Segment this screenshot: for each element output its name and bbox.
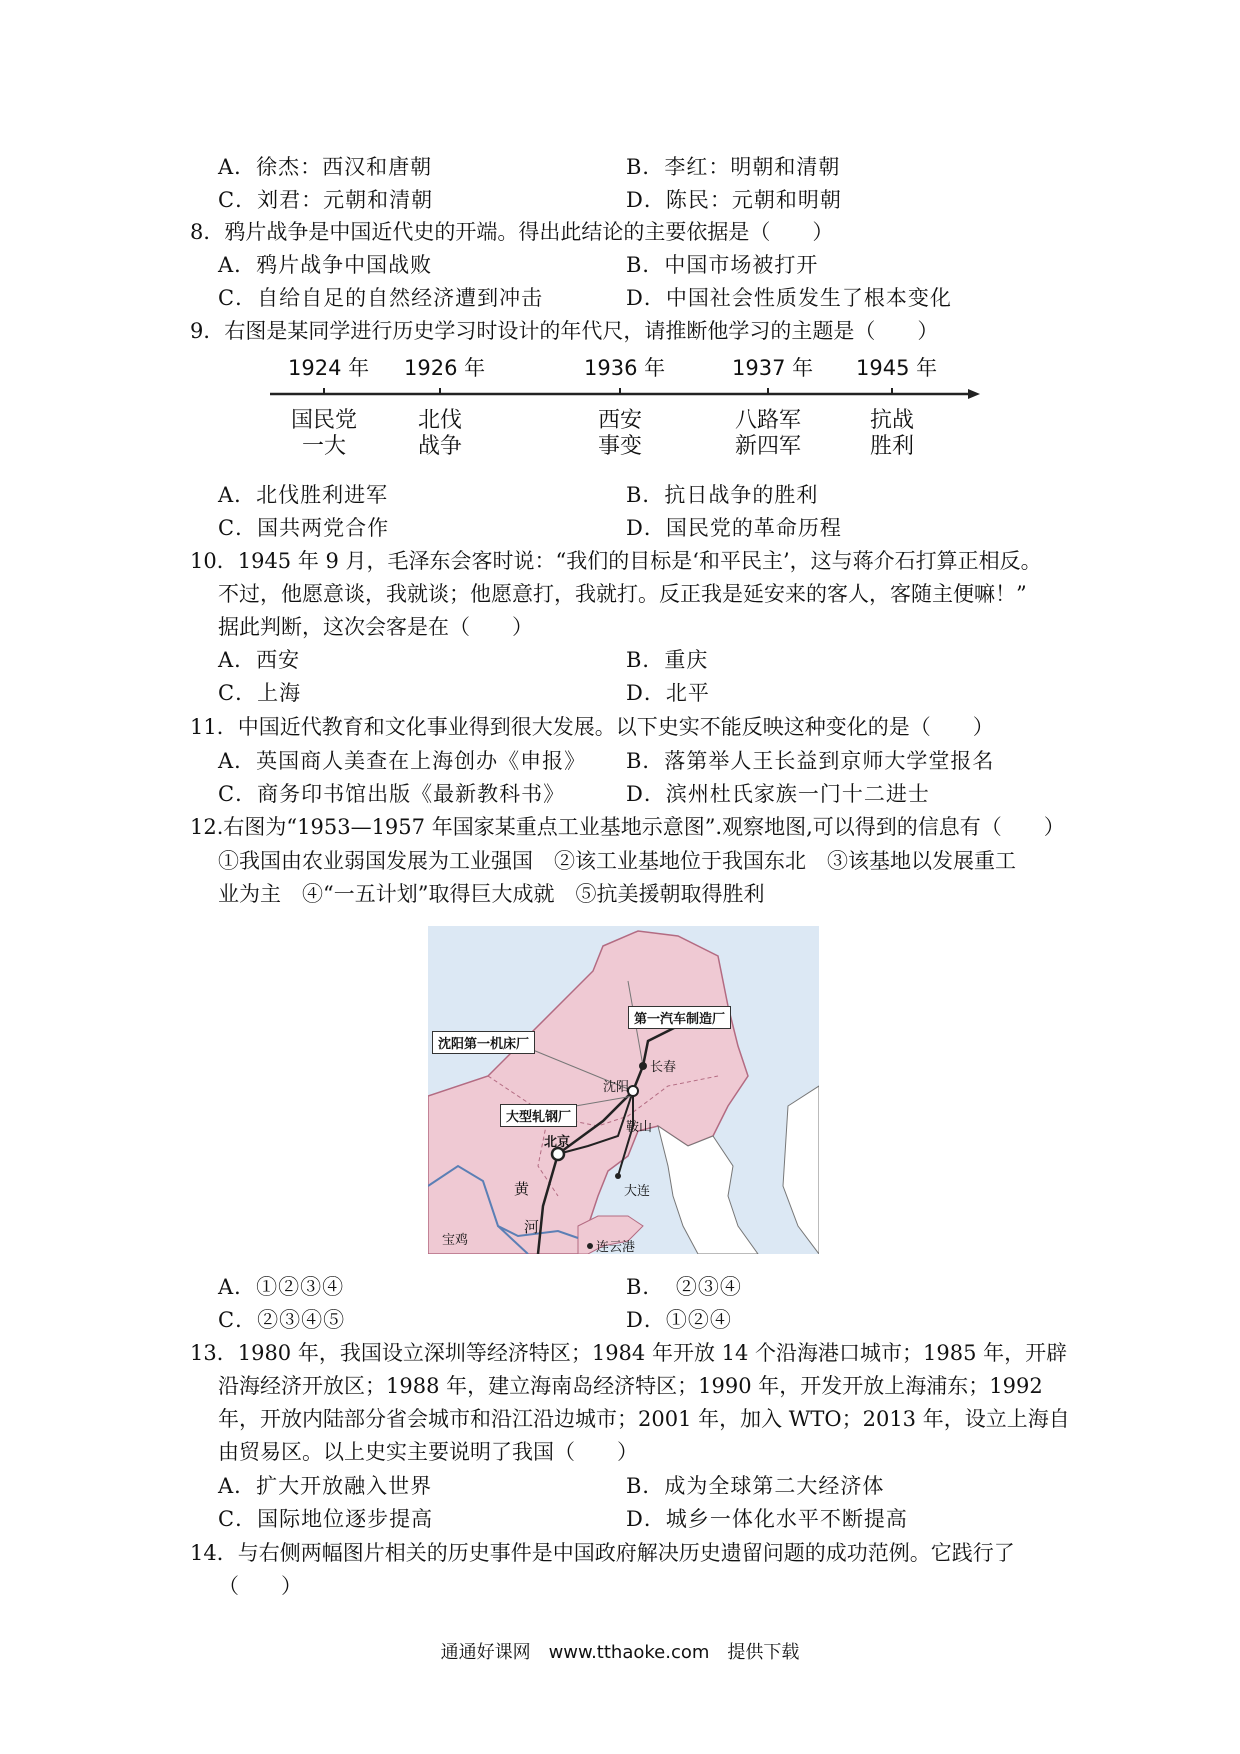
timeline-event-line: 战争 [417,434,462,459]
timeline-event-line: 事变 [597,434,642,459]
timeline-year: 1924 年 [288,356,370,380]
q11-stem: 11．中国近代教育和文化事业得到很大发展。以下史实不能反映这种变化的是（ ） [190,715,994,739]
q13-option-d: D．城乡一体化水平不断提高 [626,1507,908,1531]
timeline-event-line: 抗战 [869,408,914,433]
q9-stem: 9．右图是某同学进行历史学习时设计的年代尺，请推断他学习的主题是（ ） [190,319,939,343]
q10-line-1: 10．1945 年 9 月，毛泽东会客时说：“我们的目标是‘和平民主’，这与蒋介石打算正相反。 [190,549,1042,573]
timeline-event [728,408,808,460]
q12-option-b: B． ②③④ [626,1275,742,1299]
map-label-box: 沈阳第一机床厂 [432,1031,535,1054]
q7-option-d: D．陈民：元朝和明朝 [626,188,842,212]
timeline-year: 1945 年 [856,356,938,380]
q11-option-d: D．滨州杜氏家族一门十二进士 [626,782,930,806]
timeline-event-line: 胜利 [869,434,914,459]
map-city-label: 连云港 [596,1240,636,1254]
q10-option-d: D．北平 [626,681,710,705]
timeline-event-line: 新四军 [734,434,801,459]
q13-line-1: 13．1980 年，我国设立深圳等经济特区；1984 年开放 14 个沿海港口城市；1985 年，开辟 [190,1341,1068,1365]
map-city-label: 长春 [650,1060,677,1075]
timeline-year: 1926 年 [404,356,486,380]
q12-line-3: 业为主 ④“一五计划”取得巨大成就 ⑤抗美援朝取得胜利 [218,882,765,906]
q8-stem: 8．鸦片战争是中国近代史的开端。得出此结论的主要依据是（ ） [190,220,834,244]
timeline-event-line: 西安 [597,408,642,433]
q9-option-c: C．国共两党合作 [218,516,390,540]
q10-option-b: B．重庆 [626,648,709,672]
map-label-box: 第一汽车制造厂 [628,1006,731,1029]
timeline-year: 1936 年 [584,356,666,380]
q9-option-a: A．北伐胜利进军 [218,483,389,507]
q8-option-a: A．鸦片战争中国战败 [218,253,433,277]
q7-option-b: B．李红：明朝和清朝 [626,155,841,179]
timeline-event [400,408,480,460]
timeline-event-line: 国民党 [290,408,357,433]
q14-line-1: 14．与右侧两幅图片相关的历史事件是中国政府解决历史遗留问题的成功范例。它践行了 [190,1541,1015,1565]
q13-option-b: B．成为全球第二大经济体 [626,1474,885,1498]
q13-line-3: 年，开放内陆部分省会城市和沿江沿边城市；2001 年，加入 WTO；2013 年，设立上海自 [218,1407,1070,1431]
map-city-label: 大连 [624,1184,651,1199]
q10-line-3: 据此判断，这次会客是在（ ） [218,615,533,639]
timeline-event [580,408,660,460]
map-river-label: 河 [524,1218,540,1236]
q12-option-c: C．②③④⑤ [218,1308,346,1332]
q12-option-d: D．①②④ [626,1308,732,1332]
q7-option-c: C．刘君：元朝和清朝 [218,188,434,212]
q10-option-c: C．上海 [218,681,302,705]
timeline-ruler [268,352,980,462]
q9-option-b: B．抗日战争的胜利 [626,483,819,507]
industrial-base-map [428,926,819,1254]
q13-line-4: 由贸易区。以上史实主要说明了我国（ ） [218,1440,638,1464]
q13-line-2: 沿海经济开放区；1988 年，建立海南岛经济特区；1990 年，开发开放上海浦东；1992 [218,1374,1043,1398]
map-city-label: 沈阳 [603,1080,630,1095]
timeline-event-line: 八路军 [734,408,801,433]
q11-option-a: A．英国商人美查在上海创办《申报》 [218,749,587,773]
q7-option-a: A．徐杰：西汉和唐朝 [218,155,433,179]
q8-option-d: D．中国社会性质发生了根本变化 [626,286,952,310]
q10-line-2: 不过，他愿意谈，我就谈；他愿意打，我就打。反正我是延安来的客人，客随主便嘛！” [218,582,1027,606]
q12-option-a: A．①②③④ [218,1275,345,1299]
q13-option-a: A．扩大开放融入世界 [218,1474,433,1498]
map-city-label: 北京 [544,1135,571,1150]
timeline-event-line: 一大 [301,434,346,459]
map-river-label: 黄 [514,1180,530,1198]
q14-line-2: （ ） [218,1574,302,1598]
q10-option-a: A．西安 [218,648,301,672]
q8-option-c: C．自给自足的自然经济遭到冲击 [218,286,544,310]
timeline-year: 1937 年 [732,356,814,380]
q11-option-c: C．商务印书馆出版《最新教科书》 [218,782,566,806]
timeline-event-line: 北伐 [417,408,462,433]
map-city-label: 鞍山 [626,1120,653,1135]
q12-stem: 12.右图为“1953—1957 年国家某重点工业基地示意图”.观察地图,可以得到的信息有（ ） [190,815,1065,839]
map-city-label: 宝鸡 [442,1233,469,1248]
q9-option-d: D．国民党的革命历程 [626,516,842,540]
map-label-box: 大型轧钢厂 [500,1104,577,1127]
q12-line-2: ①我国由农业弱国发展为工业强国 ②该工业基地位于我国东北 ③该基地以发展重工 [218,849,1016,873]
timeline-event [852,408,932,460]
timeline-event [284,408,364,460]
q13-option-c: C．国际地位逐步提高 [218,1507,434,1531]
q8-option-b: B．中国市场被打开 [626,253,819,277]
page-footer: 通通好课网 www.tthaoke.com 提供下载 [440,1642,800,1663]
q11-option-b: B．落第举人王长益到京师大学堂报名 [626,749,995,773]
